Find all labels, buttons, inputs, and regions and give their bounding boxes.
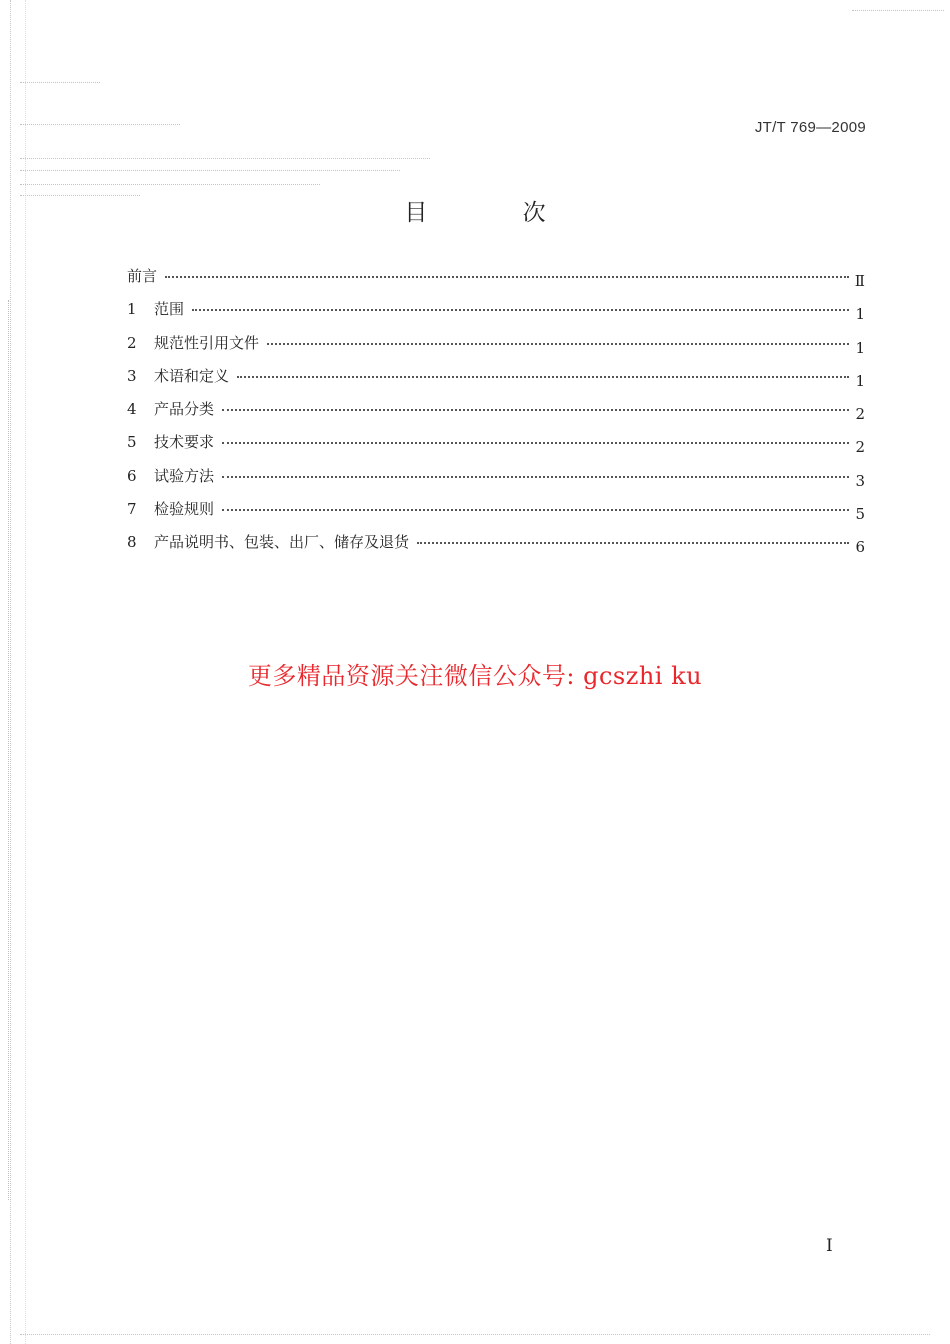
toc-title: 产品分类 (154, 400, 215, 419)
toc-entry-foreword[interactable] (127, 265, 865, 298)
toc-leader (267, 342, 849, 345)
toc-leader (237, 375, 849, 378)
toc-page: 2 (855, 438, 865, 457)
toc-number: 5 (127, 433, 137, 452)
scan-line (852, 10, 944, 11)
toc-leader (165, 275, 849, 278)
toc-entry-terms-definitions[interactable] (127, 365, 865, 398)
toc-entry-classification[interactable] (127, 398, 865, 431)
toc-title: 检验规则 (154, 500, 215, 519)
toc-entry-normative-references[interactable] (127, 332, 865, 365)
scan-line (20, 82, 100, 83)
toc-title: 前言 (127, 267, 158, 285)
page-title: 目 次 (404, 200, 590, 226)
table-of-contents (127, 265, 865, 565)
toc-leader (417, 541, 849, 544)
toc-page: 1 (855, 371, 865, 390)
toc-leader (222, 441, 849, 444)
toc-leader (222, 475, 849, 478)
toc-page: Ⅱ (854, 272, 865, 290)
toc-entry-scope[interactable] (127, 298, 865, 331)
toc-page: 1 (855, 305, 865, 324)
toc-title: 试验方法 (154, 466, 215, 485)
standard-number: JT/T 769—2009 (754, 119, 866, 136)
scan-mark (8, 300, 9, 1200)
toc-title: 技术要求 (154, 433, 215, 452)
toc-page: 3 (855, 471, 865, 490)
page-number: I (826, 1236, 833, 1256)
toc-page: 5 (855, 505, 865, 524)
scan-line (20, 170, 400, 171)
toc-page: 1 (855, 338, 865, 357)
scan-line (20, 124, 180, 125)
toc-page: 6 (855, 538, 865, 557)
toc-title: 规范性引用文件 (154, 333, 260, 352)
toc-number: 8 (127, 533, 137, 552)
toc-title: 术语和定义 (154, 366, 230, 385)
toc-leader (222, 408, 849, 411)
toc-entry-technical-requirements[interactable] (127, 431, 865, 464)
toc-leader (222, 508, 849, 511)
toc-number: 3 (127, 366, 137, 385)
toc-number: 6 (127, 466, 137, 485)
toc-entry-test-methods[interactable] (127, 465, 865, 498)
toc-number: 7 (127, 500, 137, 519)
toc-number: 1 (127, 300, 137, 319)
toc-leader (192, 308, 849, 311)
toc-title: 产品说明书、包装、出厂、储存及退货 (154, 533, 410, 552)
toc-number: 2 (127, 333, 137, 352)
toc-number: 4 (127, 400, 137, 419)
toc-entry-instructions-packaging[interactable] (127, 531, 865, 564)
scan-line (20, 184, 320, 185)
toc-title: 范围 (154, 300, 185, 319)
promo-text: 更多精品资源关注微信公众号: gcszhi ku (247, 662, 703, 690)
toc-page: 2 (855, 405, 865, 424)
toc-entry-inspection-rules[interactable] (127, 498, 865, 531)
scan-line (20, 1334, 930, 1335)
scan-line (20, 158, 430, 159)
